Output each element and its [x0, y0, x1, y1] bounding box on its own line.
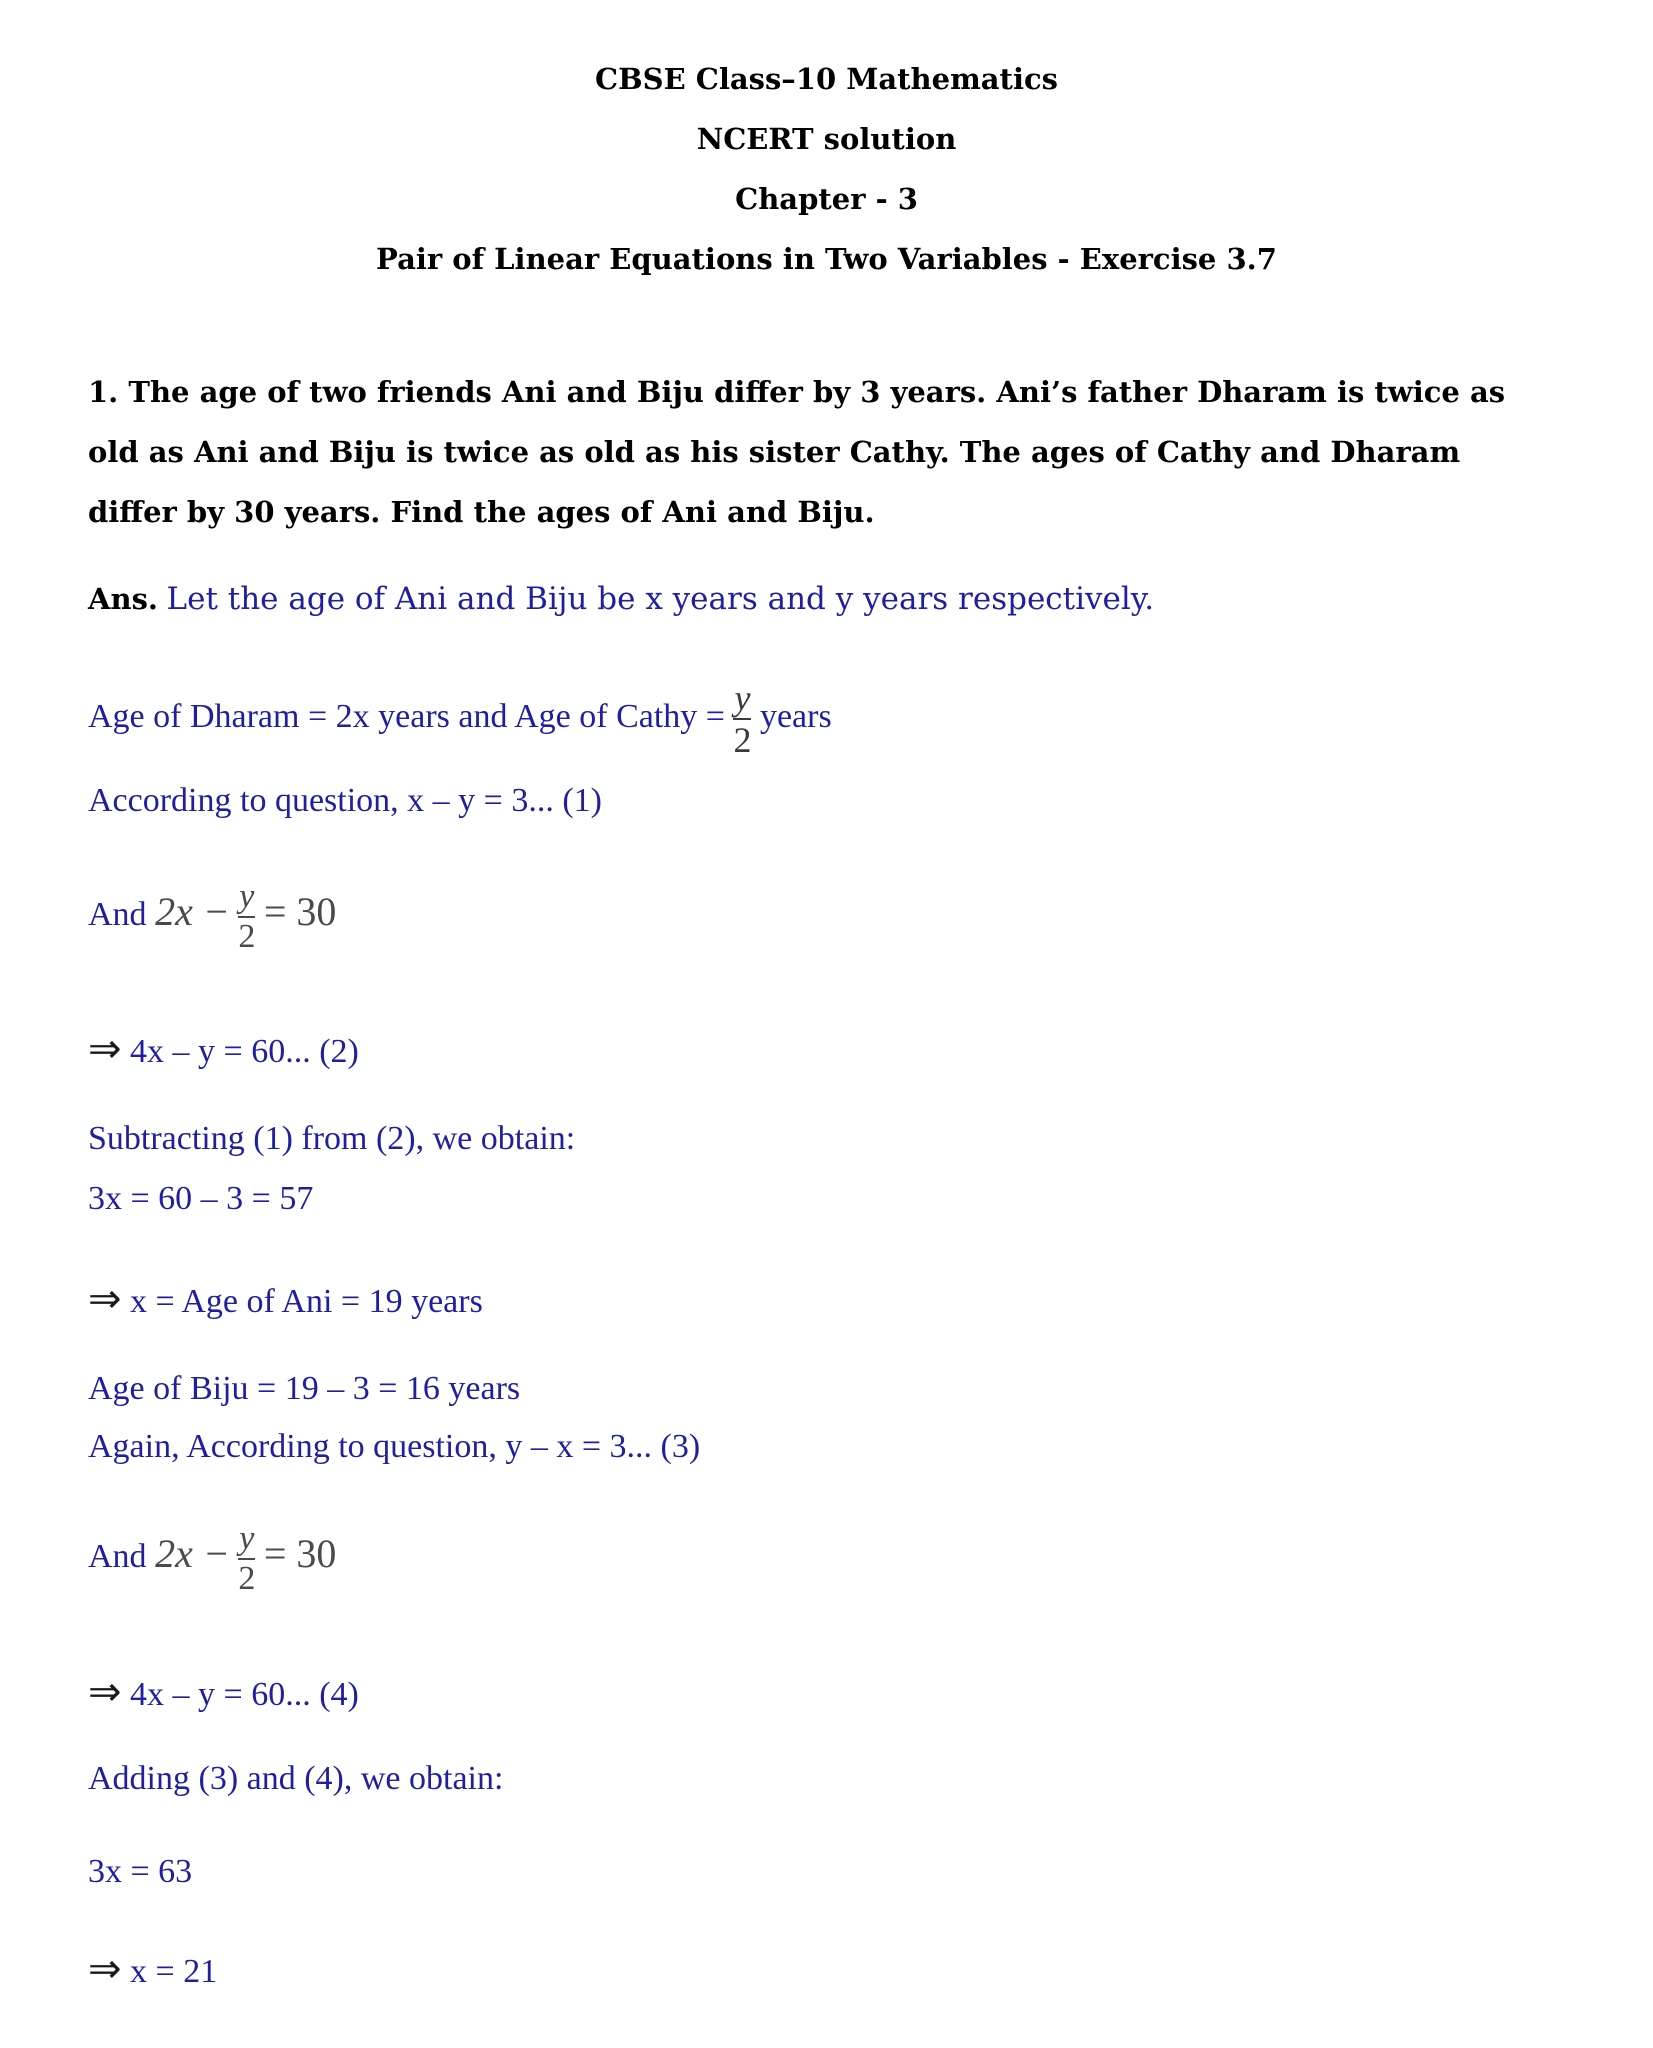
fraction-numerator: y: [239, 1520, 255, 1557]
dharam-cathy-line: [88, 680, 832, 758]
eq-lhs-text: 2x −: [155, 1530, 230, 1576]
ani-age-line: [88, 1275, 483, 1322]
implies-arrow-icon: ⇒: [88, 1946, 122, 1991]
cathy-fraction: [733, 680, 751, 758]
implies-arrow-icon: ⇒: [88, 1669, 122, 1714]
answer-intro: [88, 580, 1154, 618]
fraction-denominator: 2: [238, 1560, 256, 1597]
implies-arrow-icon: ⇒: [88, 1026, 122, 1071]
fraction-denominator: 2: [733, 720, 752, 760]
header-solution: NCERT solution: [696, 122, 957, 156]
eq-rhs: = 30: [263, 1530, 337, 1576]
fraction-denominator: 2: [238, 918, 256, 955]
question-line-2: old as Ani and Biju is twice as old as his sister Cathy. The ages of Cathy and Dharam: [88, 435, 1461, 469]
dharam-cathy-prefix: Age of Dharam = 2x years and Age of Cathy =: [88, 697, 725, 735]
answer-label: Ans.: [88, 582, 159, 616]
eq-lhs: [155, 1531, 230, 1576]
header-subject: CBSE Class–10 Mathematics: [595, 62, 1058, 96]
x-21-text: x = 21: [130, 1953, 218, 1990]
answer-intro-text: Let the age of Ani and Biju be x years and y years respectively.: [166, 581, 1155, 617]
fraction-numerator: y: [734, 678, 751, 718]
biju-age-line: Age of Biju = 19 – 3 = 16 years: [88, 1370, 521, 1407]
equation-and-2: [88, 1522, 336, 1596]
equation-4-text: 4x – y = 60... (4): [130, 1676, 359, 1713]
eq-fraction: [238, 880, 255, 954]
ani-age-text: x = Age of Ani = 19 years: [130, 1283, 483, 1320]
and-prefix: And: [88, 895, 147, 933]
question-line-3: differ by 30 years. Find the ages of Ani and Biju.: [88, 495, 875, 529]
equation-4: [88, 1668, 359, 1715]
eq-rhs: = 30: [263, 888, 337, 934]
eq-lhs: [155, 889, 230, 934]
equation-2-text: 4x – y = 60... (2): [130, 1033, 359, 1070]
equation-2: [88, 1025, 359, 1072]
eq-fraction: [238, 1522, 255, 1596]
equation-and-1: [88, 880, 336, 954]
subtract-line: Subtracting (1) from (2), we obtain:: [88, 1120, 576, 1157]
header-chapter: Chapter - 3: [735, 182, 918, 216]
adding-line: Adding (3) and (4), we obtain:: [88, 1760, 504, 1797]
header-topic: Pair of Linear Equations in Two Variables - Exercise 3.7: [376, 242, 1277, 276]
question: [88, 362, 1588, 542]
question-line-1: 1. The age of two friends Ani and Biju differ by 3 years. Ani’s father Dharam is twice as: [88, 375, 1506, 409]
step-3x-63: 3x = 63: [88, 1853, 193, 1890]
equation-1: According to question, x – y = 3... (1): [88, 782, 602, 819]
implies-arrow-icon: ⇒: [88, 1276, 122, 1321]
step-3x-57: 3x = 60 – 3 = 57: [88, 1180, 314, 1217]
and-prefix: And: [88, 1537, 147, 1575]
x-21-line: [88, 1945, 217, 1992]
fraction-numerator: y: [239, 878, 255, 915]
eq-lhs-text: 2x −: [155, 888, 230, 934]
dharam-cathy-suffix: years: [759, 697, 832, 735]
equation-3: Again, According to question, y – x = 3... (3): [88, 1428, 701, 1465]
